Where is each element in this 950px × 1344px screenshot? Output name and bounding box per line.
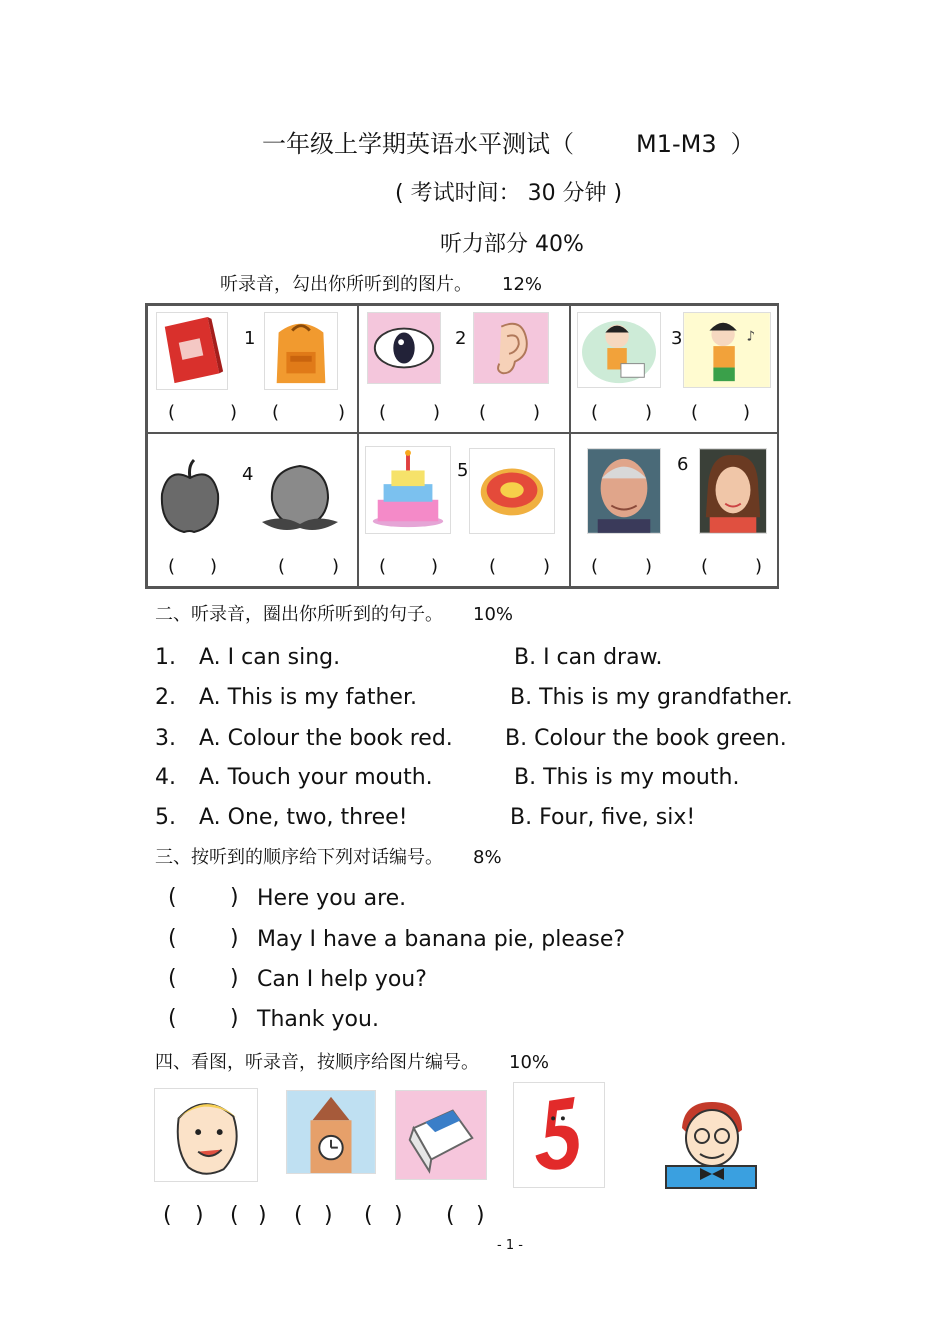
answer-paren-close: ) [433,402,441,423]
answer-paren-open: ( [489,556,497,577]
section4-heading [155,1048,549,1074]
answer-paren-open: ( [278,556,286,577]
eye-picture[interactable] [367,312,441,384]
section2-heading [155,600,513,626]
answer-paren-open: ( [168,556,176,577]
answer-paren-close: ) [394,1203,403,1228]
answer-paren-close: ) [230,402,238,423]
grid-cell-4 [147,433,358,587]
milk-box-picture[interactable] [395,1090,487,1180]
answer-paren-close: ) [210,556,218,577]
title-code: M1-M3 [636,130,717,158]
option-b[interactable]: B. This is my mouth. [514,765,740,790]
answer-paren-open: ( [168,1006,177,1031]
answer-paren-close: ) [645,556,653,577]
svg-text:♪: ♪ [746,328,756,345]
option-b[interactable]: B. Four, five, six! [510,805,696,830]
answer-paren-close: ) [533,402,541,423]
pie-picture[interactable] [469,448,555,534]
exam-time: ( 考试时间： 30 分钟 ) [395,181,623,206]
section4-percent: 10% [509,1052,550,1073]
section1-percent: 12% [502,274,543,295]
question-number: 3. [155,726,176,751]
picture-grid [145,303,779,589]
listening-heading: 听力部分 40% [440,232,584,257]
dialogue-line: Here you are. [257,886,407,911]
answer-paren-close: ) [543,556,551,577]
answer-paren-open: ( [230,1203,239,1228]
answer-paren-open: ( [701,556,709,577]
option-b[interactable]: B. Colour the book green. [505,726,787,751]
answer-paren-close: ) [324,1203,333,1228]
woman-photo[interactable] [699,448,767,534]
girl-drawing-picture[interactable] [577,312,661,388]
answer-paren-close: ) [645,402,653,423]
section2-heading-text: 二、听录音，圈出你所听到的句子。 [155,604,443,625]
option-a[interactable]: A. One, two, three! [199,805,408,830]
section2-percent: 10% [473,604,514,625]
backpack-picture[interactable] [264,312,338,390]
cell-number: 2 [455,328,467,349]
page-number: - 1 - [497,1238,523,1253]
section3-heading-text: 三、按听到的顺序给下列对话编号。 [155,847,443,868]
grid-cell-1 [147,305,358,433]
answer-paren-open: ( [379,402,387,423]
answer-paren-close: ) [230,1006,239,1031]
answer-paren-close: ) [338,402,346,423]
answer-paren-open: ( [691,402,699,423]
peach-picture[interactable] [252,456,346,536]
question-number: 1. [155,645,176,670]
cell-number: 5 [457,460,469,481]
answer-paren-close: ) [332,556,340,577]
question-number: 2. [155,685,176,710]
section1-heading-text: 听录音，勾出你所听到的图片。 [220,274,472,295]
teacher-picture[interactable] [660,1094,762,1190]
cell-number: 3 [671,328,683,349]
answer-paren-open: ( [168,885,177,910]
option-a[interactable]: A. Colour the book red. [199,726,453,751]
answer-paren-open: ( [591,402,599,423]
answer-paren-open: ( [168,966,177,991]
answer-paren-close: ) [195,1203,204,1228]
option-a[interactable]: A. Touch your mouth. [199,765,433,790]
answer-paren-open: ( [446,1203,455,1228]
grid-cell-6 [570,433,779,587]
book-picture[interactable] [156,312,228,390]
section3-percent: 8% [473,847,502,868]
answer-paren-close: ) [230,966,239,991]
answer-paren-open: ( [294,1203,303,1228]
option-a[interactable]: A. This is my father. [199,685,417,710]
answer-paren-close: ) [230,926,239,951]
answer-paren-close: ) [431,556,439,577]
section3-heading [155,843,502,869]
dialogue-line: Thank you. [257,1007,379,1032]
option-b[interactable]: B. This is my grandfather. [510,685,793,710]
answer-paren-open: ( [163,1203,172,1228]
grid-cell-3 [570,305,779,433]
option-b[interactable]: B. I can draw. [514,645,663,670]
answer-paren-close: ) [755,556,763,577]
grandfather-photo[interactable] [587,448,661,534]
cell-number: 6 [677,454,689,475]
dialogue-line: May I have a banana pie, please? [257,927,626,952]
answer-paren-open: ( [591,556,599,577]
question-number: 5. [155,805,176,830]
apple-picture[interactable] [154,456,226,536]
number-five-picture[interactable] [513,1082,605,1188]
answer-paren-close: ) [743,402,751,423]
girl-singing-picture[interactable] [683,312,771,388]
question-number: 4. [155,765,176,790]
answer-paren-close: ) [476,1203,485,1228]
answer-paren-open: ( [364,1203,373,1228]
face-picture[interactable] [154,1088,258,1182]
grid-cell-2 [358,305,570,433]
answer-paren-open: ( [168,402,176,423]
answer-paren-open: ( [379,556,387,577]
answer-paren-open: ( [168,926,177,951]
answer-paren-open: ( [272,402,280,423]
section1-heading [220,270,542,296]
cake-picture[interactable] [365,446,451,534]
grid-cell-5 [358,433,570,587]
dialogue-line: Can I help you? [257,967,427,992]
page-title [262,124,755,159]
answer-paren-open: ( [479,402,487,423]
title-text: 一年级上学期英语水平测试（ [262,130,574,158]
section4-heading-text: 四、看图，听录音，按顺序给图片编号。 [155,1052,479,1073]
cell-number: 4 [242,464,254,485]
option-a[interactable]: A. I can sing. [199,645,341,670]
answer-paren-close: ) [258,1203,267,1228]
cell-number: 1 [244,328,256,349]
answer-paren-close: ) [230,885,239,910]
ear-picture[interactable] [473,312,549,384]
clock-tower-picture[interactable] [286,1090,376,1174]
title-close: ） [730,130,755,158]
